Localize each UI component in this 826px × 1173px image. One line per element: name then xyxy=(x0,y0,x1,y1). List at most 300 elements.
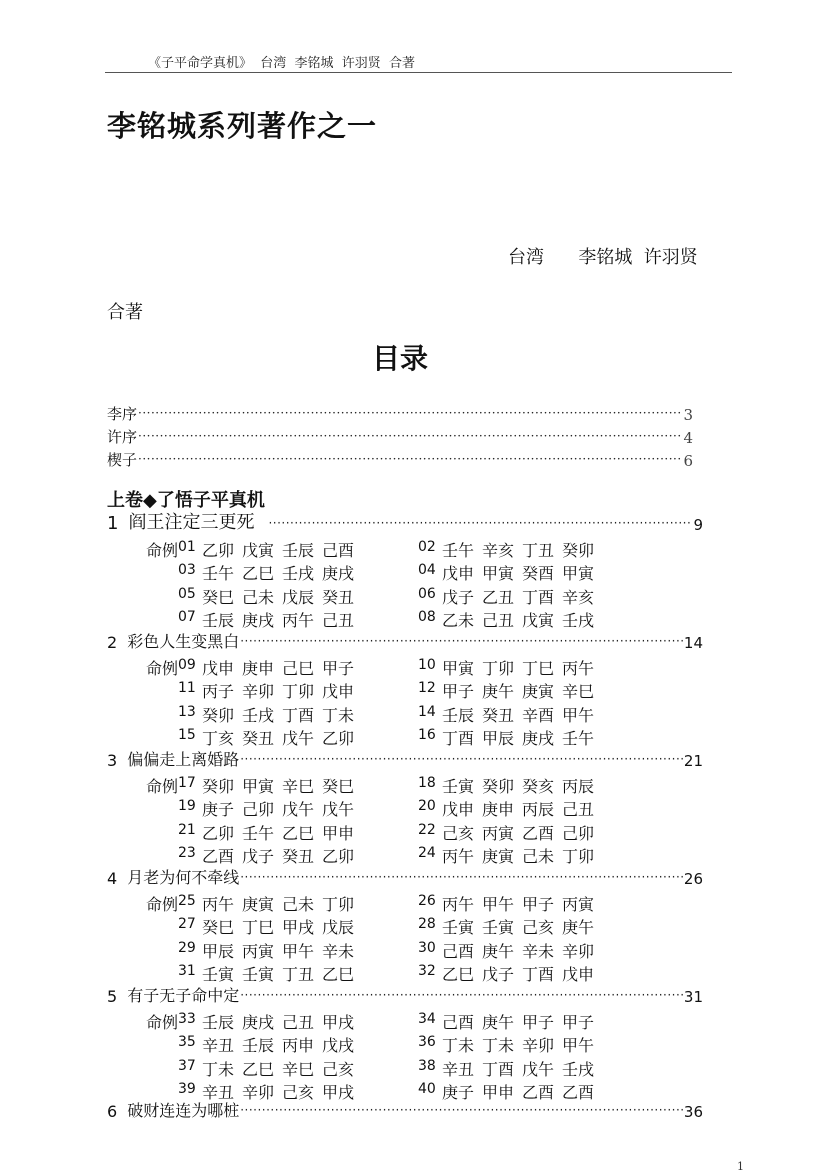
case-row xyxy=(130,1057,730,1080)
dot-leader xyxy=(268,515,692,531)
case-row xyxy=(130,774,730,797)
pillar: 辛未 xyxy=(322,941,355,961)
pillar: 丙寅 xyxy=(242,941,275,961)
pillar: 壬辰 xyxy=(282,541,315,560)
chapter-number: 5 xyxy=(107,987,118,1006)
toc-entry-label: 楔子 xyxy=(107,451,138,469)
pillar: 辛亥 xyxy=(562,587,595,607)
pillar: 壬寅 xyxy=(442,918,475,938)
case-number: 12 xyxy=(418,680,436,697)
pillar: 癸酉 xyxy=(522,564,555,584)
pillar: 壬寅 xyxy=(202,964,235,984)
page-number: 1 xyxy=(737,1160,744,1173)
case-number: 14 xyxy=(418,703,436,720)
pillar: 乙巳 xyxy=(242,564,275,584)
region: 台湾 xyxy=(508,247,544,268)
case-row xyxy=(130,585,730,608)
pillar: 丁丑 xyxy=(282,964,315,984)
pillar: 甲寅 xyxy=(442,659,475,678)
pillar: 甲子 xyxy=(522,895,555,914)
pillar: 己丑 xyxy=(282,1013,315,1032)
case-entry xyxy=(418,1010,602,1033)
pillar: 甲子 xyxy=(562,1013,595,1032)
case-entry xyxy=(178,679,362,702)
pillar: 丙寅 xyxy=(562,895,595,914)
pillar: 丁亥 xyxy=(202,728,235,748)
pillar: 辛酉 xyxy=(522,705,555,725)
pillar: 乙酉 xyxy=(202,846,235,866)
case-label: 命例 xyxy=(145,541,178,560)
pillar: 戊午 xyxy=(322,800,355,820)
case-number: 27 xyxy=(178,916,196,933)
case-row xyxy=(130,703,730,726)
case-number: 28 xyxy=(418,916,436,933)
chapter-number: 6 xyxy=(107,1102,118,1121)
pillar: 辛卯 xyxy=(242,682,275,702)
coauthored-label: 合著 xyxy=(107,302,143,323)
case-number: 22 xyxy=(418,821,436,838)
case-row xyxy=(130,892,730,915)
series-title: 李铭城系列著作之一 xyxy=(107,109,378,143)
pillar: 甲戌 xyxy=(282,918,315,938)
pillar: 癸卯 xyxy=(482,777,515,796)
case-entry xyxy=(418,1057,602,1080)
pillar: 乙未 xyxy=(442,610,475,630)
dot-leader xyxy=(138,428,682,444)
case-entry xyxy=(418,608,602,631)
dot-leader xyxy=(240,987,683,1003)
pillar: 丁卯 xyxy=(482,659,515,678)
case-row xyxy=(130,561,730,584)
toc-entry-preface-li[interactable] xyxy=(107,402,693,424)
pillar: 壬辰 xyxy=(442,705,475,725)
pillar: 己未 xyxy=(282,895,315,914)
pillar: 癸卯 xyxy=(202,777,235,796)
case-entry xyxy=(418,797,602,820)
case-entry xyxy=(178,821,362,844)
toc-chapter-2[interactable] xyxy=(107,630,703,652)
chapter-page: 9 xyxy=(693,516,703,534)
pillar: 庚寅 xyxy=(482,846,515,866)
case-number: 06 xyxy=(418,585,436,602)
case-entry xyxy=(418,703,602,726)
pillar: 辛丑 xyxy=(202,1036,235,1056)
pillar: 庚戌 xyxy=(242,610,275,630)
pillar: 丙午 xyxy=(562,659,595,678)
chapter-number: 4 xyxy=(107,869,118,888)
running-header: 《子平命学真机》 台湾 李铭城 许羽贤 合著 xyxy=(148,56,416,71)
case-number: 03 xyxy=(178,562,196,579)
pillar: 辛卯 xyxy=(522,1036,555,1056)
pillar: 乙巳 xyxy=(242,1059,275,1079)
case-entry xyxy=(178,1057,362,1080)
case-number: 31 xyxy=(178,962,196,979)
case-number: 37 xyxy=(178,1057,196,1074)
dot-leader xyxy=(138,405,682,421)
dot-leader xyxy=(240,633,683,649)
header-rule xyxy=(105,72,732,73)
case-number: 11 xyxy=(178,680,196,697)
pillar: 丙午 xyxy=(442,895,475,914)
pillar: 甲子 xyxy=(442,682,475,702)
chapter-title: 偏偏走上离婚路 xyxy=(127,750,240,769)
case-number: 36 xyxy=(418,1034,436,1051)
case-entry xyxy=(178,1033,362,1056)
pillar: 壬戌 xyxy=(242,705,275,725)
case-row xyxy=(130,915,730,938)
case-number: 35 xyxy=(178,1034,196,1051)
pillar: 壬午 xyxy=(242,823,275,843)
case-entry xyxy=(178,892,362,915)
pillar: 丙申 xyxy=(282,1036,315,1056)
toc-entry-page: 4 xyxy=(683,429,693,447)
case-entry xyxy=(418,915,602,938)
pillar: 癸丑 xyxy=(242,728,275,748)
pillar: 丁酉 xyxy=(442,728,475,748)
case-number: 38 xyxy=(418,1057,436,1074)
toc-chapter-1[interactable] xyxy=(107,512,703,534)
pillar: 乙卯 xyxy=(202,541,235,560)
pillar: 庚戌 xyxy=(522,728,555,748)
pillar: 丙午 xyxy=(202,895,235,914)
case-entry xyxy=(418,561,602,584)
toc-entry-preface-xu[interactable] xyxy=(107,425,693,447)
pillar: 丁未 xyxy=(322,705,355,725)
pillar: 己亥 xyxy=(282,1082,315,1102)
chapter-title: 彩色人生变黑白 xyxy=(127,632,240,651)
case-number: 05 xyxy=(178,585,196,602)
pillar: 甲午 xyxy=(562,1036,595,1056)
pillar: 辛巳 xyxy=(562,682,595,702)
pillar: 丙辰 xyxy=(562,777,595,796)
chapter-title: 破财连连为哪桩 xyxy=(127,1101,240,1120)
pillar: 庚戌 xyxy=(322,564,355,584)
pillar: 戊辰 xyxy=(322,918,355,938)
toc-entry-page: 6 xyxy=(683,452,693,470)
pillar: 壬寅 xyxy=(482,918,515,938)
case-entry xyxy=(178,774,362,797)
case-entry xyxy=(418,821,602,844)
pillar: 壬戌 xyxy=(282,564,315,584)
pillar: 甲申 xyxy=(322,823,355,843)
case-entry xyxy=(418,844,602,867)
pillar: 己酉 xyxy=(322,541,355,560)
author-2: 许羽贤 xyxy=(643,247,698,268)
part-title: 上卷◆了悟子平真机 xyxy=(107,490,265,511)
pillar: 己亥 xyxy=(322,1059,355,1079)
pillar: 辛卯 xyxy=(562,941,595,961)
case-entry xyxy=(178,656,362,679)
case-entry xyxy=(178,939,362,962)
case-number: 16 xyxy=(418,726,436,743)
chapter-title: 月老为何不牵线 xyxy=(127,868,240,887)
case-row xyxy=(130,1010,730,1033)
pillar: 辛未 xyxy=(522,941,555,961)
pillar: 甲戌 xyxy=(322,1013,355,1032)
toc-chapter-6[interactable] xyxy=(107,1099,703,1121)
pillar: 甲辰 xyxy=(482,728,515,748)
pillar: 己亥 xyxy=(442,823,475,843)
chapter-number: 1 xyxy=(107,513,119,534)
pillar: 甲寅 xyxy=(482,564,515,584)
case-entry xyxy=(178,962,362,985)
pillar: 甲子 xyxy=(322,659,355,678)
case-number: 18 xyxy=(418,775,436,791)
pillar: 戊寅 xyxy=(242,541,275,560)
pillar: 辛巳 xyxy=(282,1059,315,1079)
pillar: 庚申 xyxy=(242,659,275,678)
pillar: 丁酉 xyxy=(282,705,315,725)
pillar: 己丑 xyxy=(562,800,595,820)
case-label: 命例 xyxy=(145,659,178,678)
pillar: 己丑 xyxy=(322,610,355,630)
case-row xyxy=(130,962,730,985)
pillar: 癸丑 xyxy=(322,587,355,607)
pillar: 戊子 xyxy=(242,846,275,866)
case-number: 32 xyxy=(418,962,436,979)
chapter-number: 2 xyxy=(107,633,118,652)
pillar: 戊申 xyxy=(562,964,595,984)
pillar: 乙卯 xyxy=(322,728,355,748)
case-entry xyxy=(178,844,362,867)
pillar: 癸丑 xyxy=(282,846,315,866)
pillar: 丁酉 xyxy=(522,964,555,984)
case-entry xyxy=(418,962,602,985)
pillar: 庚寅 xyxy=(242,895,275,914)
pillar: 戊子 xyxy=(442,587,475,607)
pillar: 庚子 xyxy=(442,1082,475,1102)
dot-leader xyxy=(240,751,683,767)
pillar: 癸亥 xyxy=(522,777,555,796)
case-entry xyxy=(418,774,602,797)
case-number: 33 xyxy=(178,1011,196,1027)
pillar: 庚申 xyxy=(482,800,515,820)
case-number: 15 xyxy=(178,726,196,743)
case-row xyxy=(130,608,730,631)
pillar: 壬戌 xyxy=(562,610,595,630)
case-number: 08 xyxy=(418,608,436,625)
pillar: 戊申 xyxy=(442,564,475,584)
case-number: 25 xyxy=(178,893,196,909)
case-number: 01 xyxy=(178,539,196,555)
toc-chapter-4[interactable] xyxy=(107,866,703,888)
pillar: 甲申 xyxy=(482,1082,515,1102)
case-number: 26 xyxy=(418,893,436,909)
pillar: 丙午 xyxy=(442,846,475,866)
pillar: 甲午 xyxy=(562,705,595,725)
pillar: 癸巳 xyxy=(202,587,235,607)
case-number: 10 xyxy=(418,657,436,673)
pillar: 丁酉 xyxy=(482,1059,515,1079)
pillar: 戊辰 xyxy=(282,587,315,607)
pillar: 壬戌 xyxy=(562,1059,595,1079)
pillar: 己未 xyxy=(522,846,555,866)
case-entry xyxy=(178,585,362,608)
pillar: 丁巳 xyxy=(242,918,275,938)
pillar: 丙辰 xyxy=(522,800,555,820)
pillar: 戊戌 xyxy=(322,1036,355,1056)
pillar: 庚寅 xyxy=(522,682,555,702)
pillar: 甲午 xyxy=(282,941,315,961)
case-entry xyxy=(418,679,602,702)
case-label: 命例 xyxy=(145,1013,178,1032)
case-row xyxy=(130,679,730,702)
pillar: 壬午 xyxy=(562,728,595,748)
case-number: 20 xyxy=(418,798,436,815)
pillar: 甲寅 xyxy=(242,777,275,796)
pillar: 己丑 xyxy=(482,610,515,630)
toc-entry-page: 3 xyxy=(683,406,693,424)
pillar: 壬午 xyxy=(202,564,235,584)
toc-chapter-5[interactable] xyxy=(107,984,703,1006)
case-number: 17 xyxy=(178,775,196,791)
case-number: 24 xyxy=(418,844,436,861)
pillar: 庚午 xyxy=(482,1013,515,1032)
case-number: 02 xyxy=(418,539,436,555)
case-number: 29 xyxy=(178,939,196,956)
toc-entry-prologue[interactable] xyxy=(107,448,693,470)
pillar: 辛亥 xyxy=(482,541,515,560)
pillar: 戊申 xyxy=(442,800,475,820)
pillar: 辛巳 xyxy=(282,777,315,796)
case-entry xyxy=(418,656,602,679)
pillar: 壬寅 xyxy=(242,964,275,984)
case-entry xyxy=(418,585,602,608)
case-entry xyxy=(178,797,362,820)
case-number: 07 xyxy=(178,608,196,625)
case-entry xyxy=(418,538,602,561)
pillar: 丁卯 xyxy=(562,846,595,866)
case-number: 21 xyxy=(178,821,196,838)
pillar: 乙巳 xyxy=(282,823,315,843)
case-number: 09 xyxy=(178,657,196,673)
case-number: 34 xyxy=(418,1011,436,1027)
case-entry xyxy=(418,939,602,962)
case-row xyxy=(130,538,730,561)
case-number: 04 xyxy=(418,562,436,579)
case-entry xyxy=(178,703,362,726)
pillar: 丁未 xyxy=(202,1059,235,1079)
pillar: 丙寅 xyxy=(482,823,515,843)
dot-leader xyxy=(240,869,683,885)
pillar: 丙午 xyxy=(282,610,315,630)
pillar: 壬寅 xyxy=(442,777,475,796)
toc-heading: 目录 xyxy=(371,342,428,375)
case-row xyxy=(130,1033,730,1056)
pillar: 戊午 xyxy=(282,728,315,748)
pillar: 己未 xyxy=(242,587,275,607)
case-entry xyxy=(418,726,602,749)
chapter-page: 14 xyxy=(683,634,703,652)
pillar: 壬午 xyxy=(442,541,475,560)
pillar: 丁未 xyxy=(442,1036,475,1056)
author-1: 李铭城 xyxy=(578,247,633,268)
toc-chapter-3[interactable] xyxy=(107,748,703,770)
pillar: 乙丑 xyxy=(482,587,515,607)
pillar: 癸卯 xyxy=(202,705,235,725)
chapter-number: 3 xyxy=(107,751,118,770)
case-row xyxy=(130,726,730,749)
pillar: 乙酉 xyxy=(522,1082,555,1102)
case-number: 30 xyxy=(418,939,436,956)
case-entry xyxy=(418,892,602,915)
pillar: 乙巳 xyxy=(322,964,355,984)
pillar: 乙卯 xyxy=(322,846,355,866)
case-row xyxy=(130,844,730,867)
case-number: 19 xyxy=(178,798,196,815)
pillar: 癸巳 xyxy=(202,918,235,938)
pillar: 庚午 xyxy=(562,918,595,938)
case-label: 命例 xyxy=(145,777,178,796)
pillar: 壬辰 xyxy=(202,610,235,630)
case-number: 40 xyxy=(418,1080,436,1097)
pillar: 乙酉 xyxy=(562,1082,595,1102)
chapter-page: 21 xyxy=(683,752,703,770)
pillar: 甲戌 xyxy=(322,1082,355,1102)
pillar: 庚戌 xyxy=(242,1013,275,1032)
pillar: 甲子 xyxy=(522,1013,555,1032)
pillar: 己巳 xyxy=(282,659,315,678)
pillar: 庚子 xyxy=(202,800,235,820)
pillar: 丁未 xyxy=(482,1036,515,1056)
pillar: 丁巳 xyxy=(522,659,555,678)
case-entry xyxy=(178,915,362,938)
case-number: 23 xyxy=(178,844,196,861)
case-row xyxy=(130,821,730,844)
pillar: 戊申 xyxy=(202,659,235,678)
pillar: 己酉 xyxy=(442,941,475,961)
pillar: 戊午 xyxy=(522,1059,555,1079)
pillar: 辛丑 xyxy=(442,1059,475,1079)
pillar: 丁卯 xyxy=(282,682,315,702)
pillar: 癸卯 xyxy=(562,541,595,560)
chapter-page: 31 xyxy=(683,988,703,1006)
case-entry xyxy=(178,1010,362,1033)
toc-entry-label: 李序 xyxy=(107,405,138,423)
chapter-page: 26 xyxy=(683,870,703,888)
case-entry xyxy=(178,561,362,584)
case-entry xyxy=(178,726,362,749)
dot-leader xyxy=(138,451,682,467)
case-number: 13 xyxy=(178,703,196,720)
pillar: 乙巳 xyxy=(442,964,475,984)
pillar: 庚午 xyxy=(482,682,515,702)
pillar: 己卯 xyxy=(242,800,275,820)
chapter-title: 阎王注定三更死 xyxy=(128,512,255,533)
pillar: 甲寅 xyxy=(562,564,595,584)
case-entry xyxy=(418,1033,602,1056)
pillar: 戊申 xyxy=(322,682,355,702)
pillar: 辛卯 xyxy=(242,1082,275,1102)
pillar: 庚午 xyxy=(482,941,515,961)
pillar: 己酉 xyxy=(442,1013,475,1032)
pillar: 壬辰 xyxy=(242,1036,275,1056)
pillar: 戊子 xyxy=(482,964,515,984)
pillar: 戊寅 xyxy=(522,610,555,630)
pillar: 丁酉 xyxy=(522,587,555,607)
authors-line xyxy=(508,243,698,269)
case-row xyxy=(130,797,730,820)
pillar: 癸丑 xyxy=(482,705,515,725)
dot-leader xyxy=(240,1102,683,1118)
pillar: 甲午 xyxy=(482,895,515,914)
pillar: 己亥 xyxy=(522,918,555,938)
pillar: 辛丑 xyxy=(202,1082,235,1102)
pillar: 丙子 xyxy=(202,682,235,702)
pillar: 己卯 xyxy=(562,823,595,843)
pillar: 丁卯 xyxy=(322,895,355,914)
toc-entry-label: 许序 xyxy=(107,428,138,446)
